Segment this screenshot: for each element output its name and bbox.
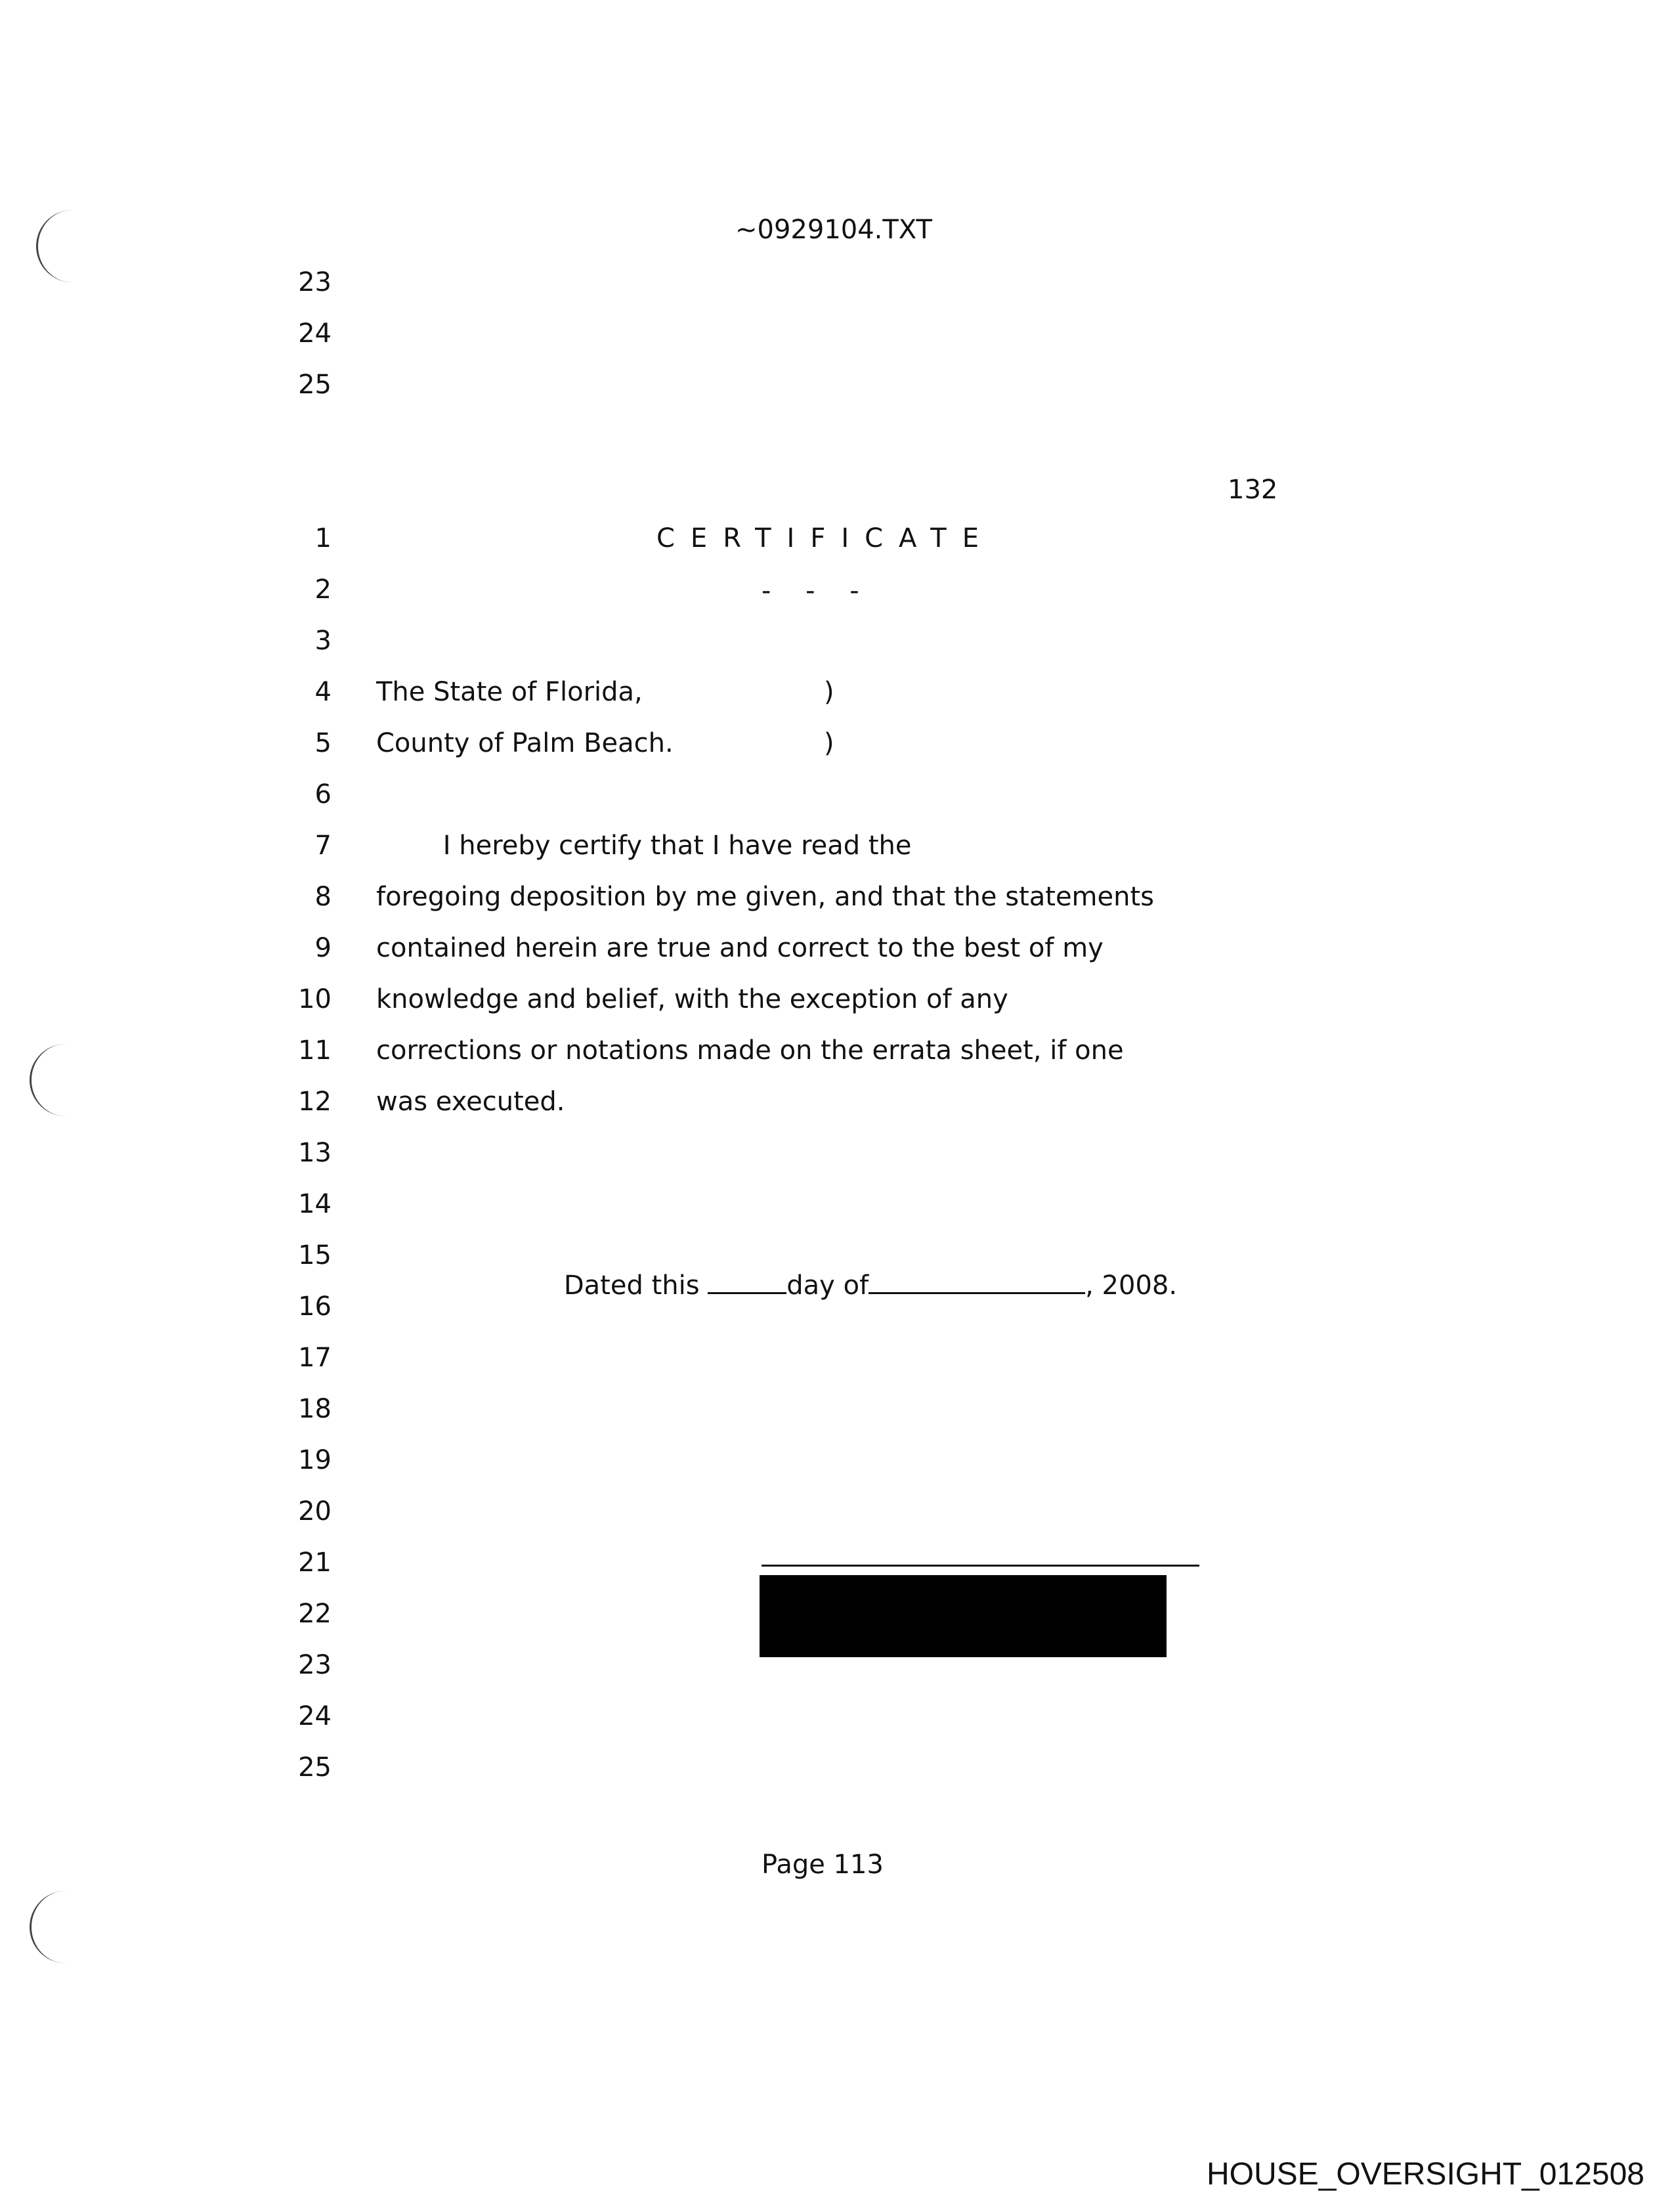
- punch-hole-mark: [30, 1891, 71, 1963]
- dated-suffix: , 2008.: [1085, 1270, 1178, 1301]
- line-number: 5: [314, 728, 332, 758]
- line-number: 3: [314, 626, 332, 656]
- certification-line: was executed.: [376, 1087, 565, 1117]
- punch-hole-mark: [30, 1044, 71, 1116]
- venue-paren: ): [824, 728, 834, 758]
- prior-line-number: 23: [298, 267, 332, 297]
- month-blank: [869, 1269, 1085, 1294]
- certification-line: knowledge and belief, with the exception of any: [376, 984, 1008, 1014]
- dated-prefix: Dated this: [563, 1270, 708, 1301]
- certification-line: foregoing deposition by me given, and that the statements: [376, 882, 1154, 912]
- line-number: 19: [298, 1445, 332, 1475]
- signature-line: [762, 1565, 1199, 1567]
- heading-dashes: - - -: [762, 576, 872, 606]
- prior-line-number: 25: [298, 370, 332, 400]
- line-number: 24: [298, 1701, 332, 1731]
- venue-paren: ): [824, 677, 834, 707]
- line-number: 17: [298, 1343, 332, 1373]
- certification-line: corrections or notations made on the errata sheet, if one: [376, 1035, 1124, 1066]
- certificate-title: CERTIFICATE: [656, 523, 995, 553]
- certification-line: contained herein are true and correct to the best of my: [376, 933, 1104, 963]
- line-number: 4: [314, 677, 332, 707]
- transcript-page-number: 132: [1228, 475, 1278, 505]
- punch-hole-mark: [36, 210, 77, 282]
- venue-county: County of Palm Beach.: [376, 728, 674, 758]
- line-number: 8: [314, 882, 332, 912]
- footer-page-label: Page 113: [762, 1850, 884, 1880]
- line-number: 20: [298, 1496, 332, 1527]
- line-number: 22: [298, 1599, 332, 1629]
- line-number: 13: [298, 1138, 332, 1168]
- line-number: 2: [314, 575, 332, 605]
- line-number: 25: [298, 1752, 332, 1783]
- day-blank: [708, 1269, 786, 1294]
- line-number: 9: [314, 933, 332, 963]
- prior-line-number: 24: [298, 318, 332, 349]
- line-number: 1: [314, 523, 332, 553]
- dated-mid: day of: [786, 1270, 869, 1301]
- line-number: 15: [298, 1240, 332, 1270]
- file-title: ~0929104.TXT: [735, 215, 932, 245]
- certification-line: I hereby certify that I have read the: [376, 831, 912, 861]
- line-number: 18: [298, 1394, 332, 1424]
- line-number: 12: [298, 1087, 332, 1117]
- line-number: 11: [298, 1035, 332, 1066]
- line-number: 16: [298, 1291, 332, 1322]
- line-number: 21: [298, 1548, 332, 1578]
- line-number: 10: [298, 984, 332, 1014]
- redaction-block: [760, 1575, 1167, 1657]
- dated-line: [530, 1242, 1177, 1325]
- line-number: 23: [298, 1650, 332, 1680]
- line-number: 7: [314, 831, 332, 861]
- line-number: 14: [298, 1189, 332, 1219]
- bates-number: HOUSE_OVERSIGHT_012508: [1207, 2157, 1644, 2192]
- venue-state: The State of Florida,: [376, 677, 643, 707]
- line-number: 6: [314, 779, 332, 810]
